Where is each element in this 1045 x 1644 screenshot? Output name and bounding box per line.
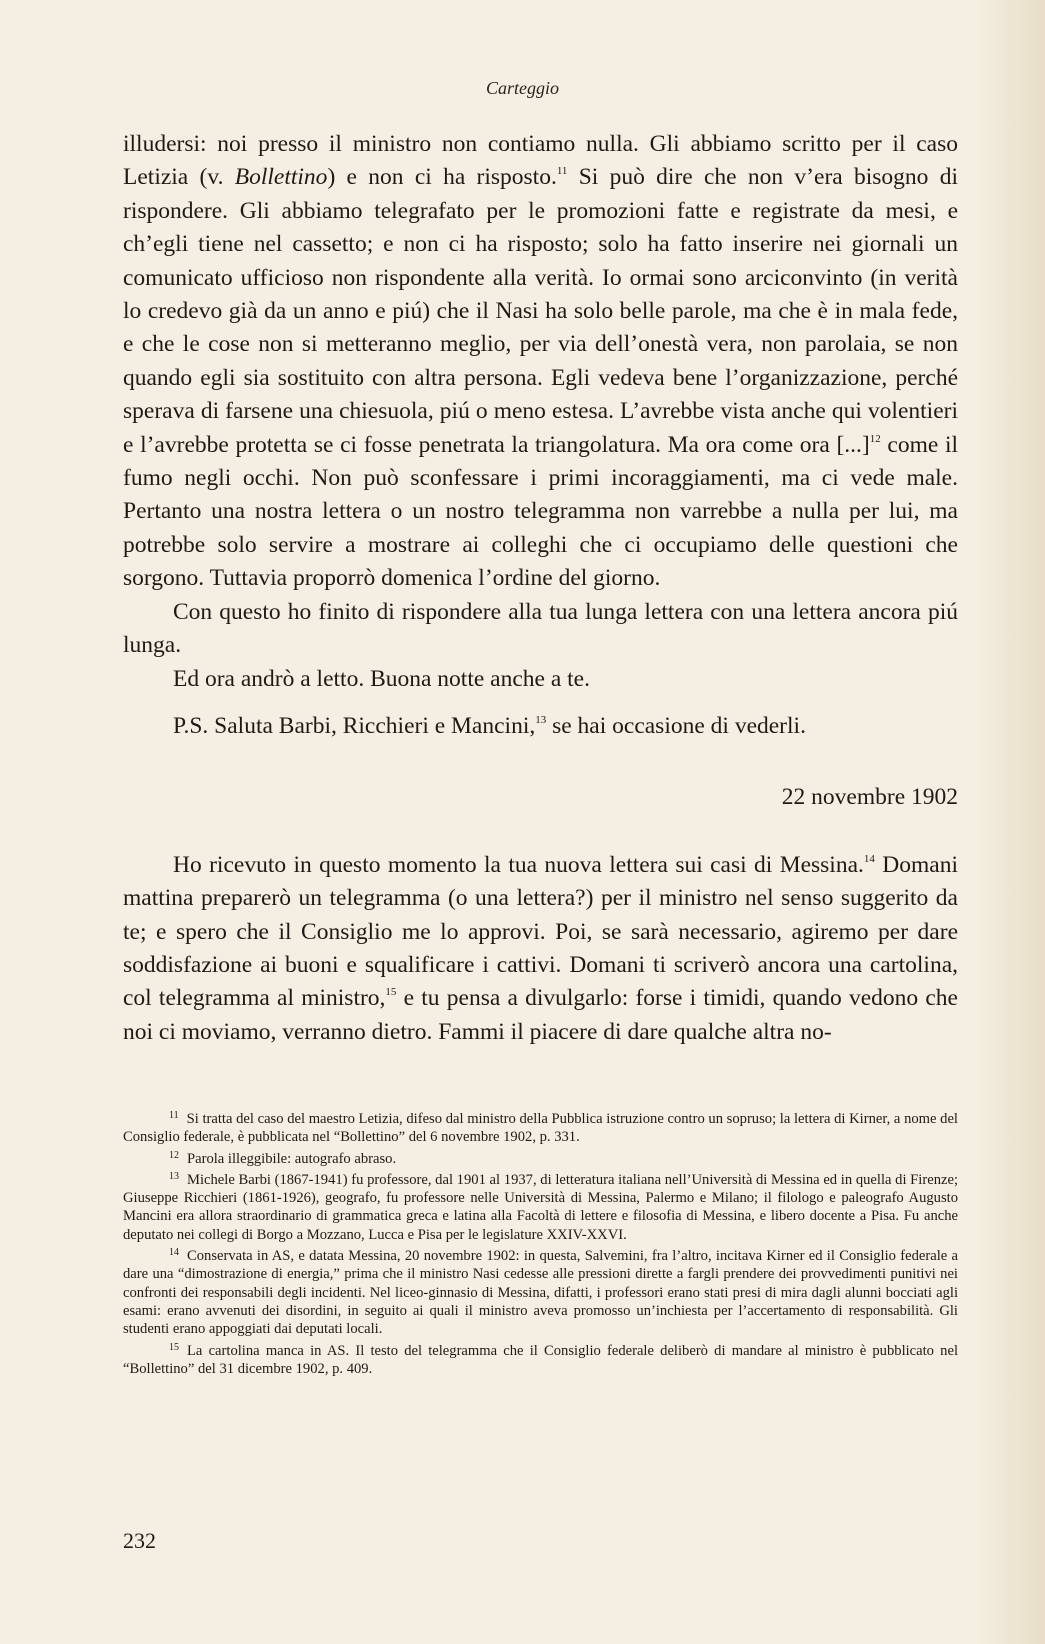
text-span: e tu pensa a divulgarlo: forse i timidi, quando vedono che noi ci moviamo, verranno dietro. Fammi il piacere di dare qualche altra no- bbox=[123, 985, 958, 1045]
footnote-11 bbox=[123, 1107, 958, 1147]
italic-title: Bollettino bbox=[234, 164, 328, 191]
running-title: Carteggio bbox=[485, 78, 559, 98]
text-span: Si può dire che non v’era bisogno di rispondere. Gli abbiamo telegrafato per le promozioni fatte e registrate da mesi, e ch’egli tiene nel cassetto; e non ci ha risposto; solo ha fatto inserire nei giornali un comunicato ufficioso non rispondente alla verità. Io ormai sono arciconvinto (in verità lo credevo già da un anno e piú) che il Nasi ha solo belle parole, ma che è in mala fede, e che le cose non si metteranno meglio, per via dell’onestà vera, non parolaia, se non quando egli sia sostituito con altra persona. Egli vedeva bene l’organizzazione, perché sperava di farsene una chiesuola, piú o meno estesa. L’avrebbe vista anche qui volentieri e l’avrebbe protetta se ci fosse penetrata la triangolatura. Ma ora come ora [...] bbox=[123, 164, 958, 458]
footnote-ref-11[interactable]: 11 bbox=[556, 165, 568, 178]
postscript bbox=[123, 710, 958, 743]
footnote-number: 13 bbox=[169, 1170, 179, 1182]
text-span: come il fumo negli occhi. Non può sconfessare i primi incoraggiamenti, ma ci vede male. Pertanto una nostra lettera o un nostro telegramma non varrebbe a nulla per lui, ma potrebbe solo servire a mostrare ai colleghi che ci occupiamo delle questioni che sorgono. Tuttavia proporrò domenica l’ordine del giorno. bbox=[123, 431, 959, 592]
footnote-ref-13[interactable]: 13 bbox=[535, 713, 547, 726]
footnote-number: 12 bbox=[169, 1149, 179, 1161]
footnote-12 bbox=[123, 1147, 958, 1168]
footnote-13 bbox=[123, 1168, 958, 1244]
letter1-paragraph-2: Con questo ho finito di rispondere alla tua lunga lettera con una lettera ancora piú lunga. bbox=[123, 598, 958, 659]
footnote-number: 14 bbox=[169, 1247, 179, 1259]
footnotes-section bbox=[123, 1107, 958, 1378]
footnote-text: Si tratta del caso del maestro Letizia, difeso dal ministro della Pubblica istruzione contro un sopruso; la lettera di Kirner, a nome del Consiglio federale, è pubblicata nel “Bollettino” del 6 novembre 1902, p. 331. bbox=[123, 1111, 958, 1146]
letter2-dateline: 22 novembre 1902 bbox=[781, 784, 958, 811]
page-edge-shadow bbox=[975, 0, 1045, 1644]
footnote-number: 15 bbox=[169, 1341, 179, 1353]
footnote-ref-15[interactable]: 15 bbox=[385, 986, 397, 999]
text-span: ) e non ci ha risposto. bbox=[327, 164, 557, 191]
page-number: 232 bbox=[123, 1528, 156, 1553]
text-span: illudersi: noi presso il ministro non contiamo nulla. Gli abbiamo scritto per il caso Letizia (v. bbox=[123, 131, 958, 191]
body-text bbox=[123, 128, 958, 1049]
footnote-text: Conservata in AS, e datata Messina, 20 novembre 1902: in questa, Salvemini, fra l’altro, incitava Kirner ed il Consiglio federale a dare una “dimostrazione di energia,” prima che il ministro Nasi cedesse alle pressioni dirette a fargli prendere dei provvedimenti punitivi nei confronti dei responsabili degli incidenti. Nel liceo-ginnasio di Messina, difatti, i professori erano stati presi di mira dagli alunni bocciati agli esami: erano avvenuti dei disordini, in seguito ai quali il ministro aveva promosso un’inchiesta per l’accertamento di responsabilità. Gli studenti erano appoggiati dai deputati locali. bbox=[123, 1248, 958, 1338]
footnote-text: Parola illeggibile: autografo abraso. bbox=[187, 1150, 397, 1167]
footnote-14 bbox=[123, 1244, 958, 1338]
text-span: se hai occasione di vederli. bbox=[546, 712, 806, 739]
footnote-15 bbox=[123, 1339, 958, 1379]
letter1-paragraph-3: Ed ora andrò a letto. Buona notte anche a te. bbox=[173, 665, 590, 692]
letter1-continuation-paragraph bbox=[123, 128, 958, 596]
text-span: P.S. Saluta Barbi, Ricchieri e Mancini, bbox=[173, 712, 536, 739]
footnote-number: 11 bbox=[169, 1110, 179, 1121]
text-span: Ho ricevuto in questo momento la tua nuova lettera sui casi di Messina. bbox=[173, 851, 864, 878]
footnote-ref-12[interactable]: 12 bbox=[869, 432, 881, 445]
footnote-text: Michele Barbi (1867-1941) fu professore, dal 1901 al 1937, di letteratura italiana nell’Università di Messina ed in quella di Firenze; Giuseppe Ricchieri (1861-1926), geografo, fu professore nelle Università di Messina, Palermo e Milano; il filologo e paleografo Augusto Mancini era allora straordinario di grammatica greca e latina alla Facoltà di lettere e filosofia di Messina, e libero docente a Pisa. Fu anche deputato nei collegi di Borgo a Mozzano, Lucca e Pisa per le legislature XXIV-XXVI. bbox=[123, 1171, 958, 1243]
text-span: Domani mattina preparerò un telegramma (o una lettera?) per il ministro nel senso suggerito da te; e spero che il Consiglio me lo approvi. Poi, se sarà necessario, agiremo per dare soddisfazione ai buoni e squalificare i cattivi. Domani ti scriverò ancora una cartolina, col telegramma al ministro, bbox=[123, 851, 958, 1012]
footnote-text: La cartolina manca in AS. Il testo del telegramma che il Consiglio federale deliberò di mandare al ministro è pubblicato nel “Bollettino” del 31 dicembre 1902, p. 409. bbox=[123, 1342, 958, 1377]
letter2-paragraph bbox=[123, 849, 958, 1049]
footnote-ref-14[interactable]: 14 bbox=[863, 852, 875, 865]
